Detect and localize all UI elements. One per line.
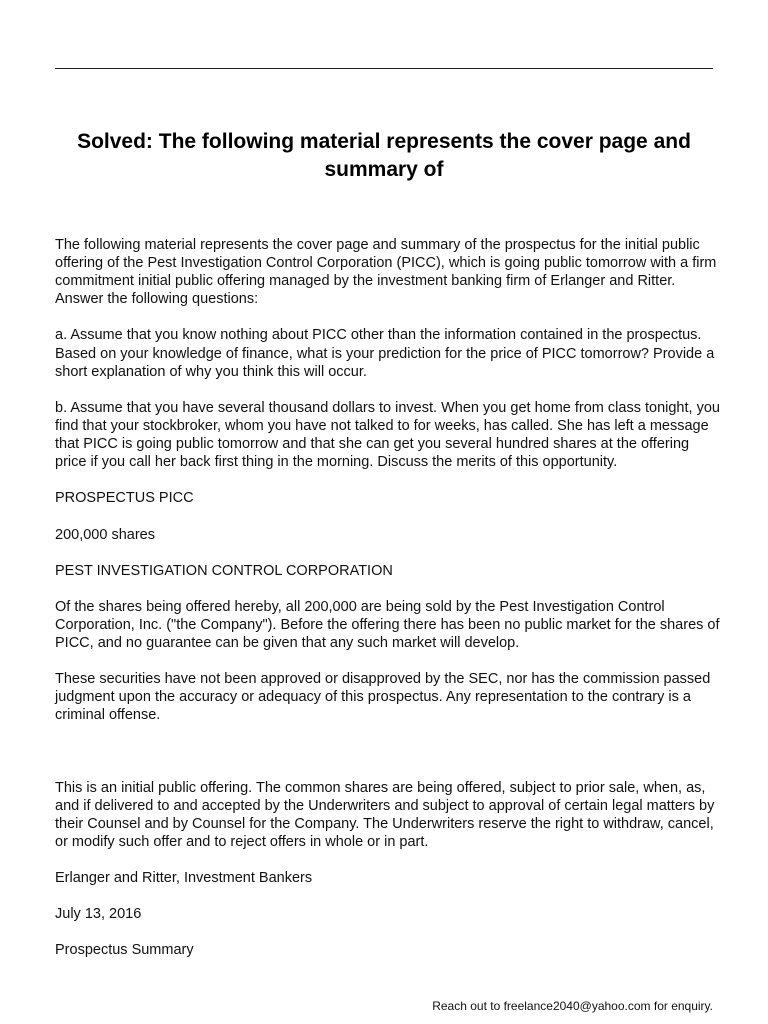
sec-disclaimer-paragraph: These securities have not been approved or disapproved by the SEC, nor has the commission passed judgment upon the accuracy or adequacy of this prospectus. Any representation to the contrary is a criminal offense. [55,671,711,724]
footer-contact-note: Reach out to freelance2040@yahoo.com for enquiry. [432,999,713,1013]
document-title: Solved: The following material represents the cover page and summary of [77,130,691,181]
document-body [55,236,720,978]
underwriter-name: Erlanger and Ritter, Investment Bankers [55,870,313,886]
summary-heading: Prospectus Summary [55,942,194,959]
question-a-paragraph: a. Assume that you know nothing about PICC other than the information contained in the prospectus. Based on your knowledge of finance, what is your prediction for the price of PICC tomorrow? Provide a short explanation of why you think this will occur. [55,327,715,380]
ipo-terms-paragraph: This is an initial public offering. The common shares are being offered, subject to prior sale, when, as, and if delivered to and accepted by the Underwriters and subject to approval of certain legal matters by their Counsel and by Counsel for the Company. The Underwriters reserve the right to withdraw, cancel, or modify such offer and to reject offers in whole or in part. [55,779,715,850]
shares-count: 200,000 shares [55,526,155,543]
header-rule [55,68,713,69]
intro-paragraph: The following material represents the cover page and summary of the prospectus for the initial public offering of the Pest Investigation Control Corporation (PICC), which is going public tomorrow with a firm commitment initial public offering managed by the investment banking firm of Erlanger and Ritter. Answer the following questions: [55,237,717,308]
offering-paragraph: Of the shares being offered hereby, all 200,000 are being sold by the Pest Investigation Control Corporation, Inc. ("the Company"). Before the offering there has been no public market for the shares of PICC, and no guarantee can be given that any such market will develop. [55,598,720,652]
prospectus-heading: PROSPECTUS PICC [55,490,194,507]
company-name: PEST INVESTIGATION CONTROL CORPORATION [55,562,393,579]
offering-date: July 13, 2016 [55,906,142,923]
question-b-paragraph: b. Assume that you have several thousand dollars to invest. When you get home from class tonight, you find that your stockbroker, whom you have not talked to for weeks, has called. She has left a message that PICC is going public tomorrow and that she can get you several hundred shares at the offering price if you call her back first thing in the morning. Discuss the merits of this opportunity. [55,399,720,471]
